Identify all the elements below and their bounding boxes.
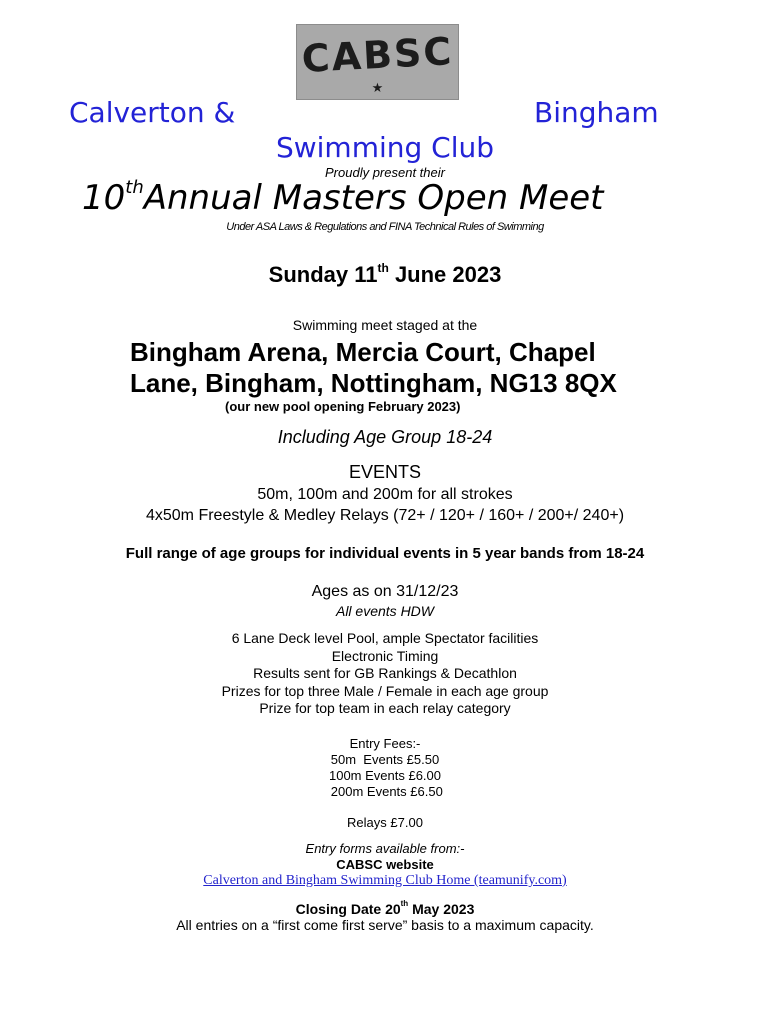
closing-ordinal: th	[400, 899, 409, 909]
meet-title	[82, 178, 603, 218]
club-name-line2: Swimming Club	[275, 131, 495, 164]
date-prefix: Sunday 11	[268, 262, 378, 287]
fee-item: 50m Events £5.50	[330, 752, 440, 767]
club-website-link[interactable]: Calverton and Bingham Swimming Club Home (teamunify.com)	[203, 873, 567, 888]
club-name-right: Bingham	[534, 96, 659, 129]
club-link-row	[0, 873, 770, 889]
proudly-present: Proudly present their	[325, 165, 445, 180]
ages-as-on: Ages as on 31/12/23	[311, 583, 459, 600]
age-group-note: Including Age Group 18-24	[277, 427, 493, 447]
fee-item: 100m Events £6.00	[328, 768, 442, 783]
closing-date	[0, 901, 770, 917]
pool-note: (our new pool opening February 2023)	[225, 399, 461, 414]
venue-line-1: Bingham Arena, Mercia Court, Chapel	[130, 337, 596, 367]
hdw-note: All events HDW	[335, 603, 435, 619]
star-icon: ★	[371, 80, 384, 95]
date-rest: June 2023	[388, 262, 502, 287]
events-line-2: 4x50m Freestyle & Medley Relays (72+ / 120+ / 160+ / 200+/ 240+)	[145, 507, 625, 524]
fees-heading: Entry Fees:-	[349, 736, 421, 751]
facility-item: Results sent for GB Rankings & Decathlon	[253, 665, 517, 681]
club-name-left: Calverton &	[69, 96, 236, 129]
fee-item: 200m Events £6.50	[327, 784, 443, 799]
facility-item: Electronic Timing	[331, 647, 439, 664]
date-ordinal: th	[377, 260, 389, 275]
closing-prefix: Closing Date 20	[295, 901, 401, 917]
closing-rest: May 2023	[408, 901, 475, 917]
facility-item: Prize for top team in each relay category	[259, 700, 511, 716]
age-bands-note: Full range of age groups for individual events in 5 year bands from 18-24	[125, 545, 645, 562]
title-number: 10	[82, 178, 126, 218]
title-text: Annual Masters Open Meet	[143, 178, 604, 218]
events-heading: EVENTS	[348, 462, 422, 482]
logo-wordmark: CABSC	[300, 29, 455, 81]
venue-line-2: Lane, Bingham, Nottingham, NG13 8QX	[130, 368, 617, 398]
entry-fees	[0, 736, 770, 800]
entry-forms-note: Entry forms available from:-	[305, 841, 465, 856]
title-ordinal: th	[125, 176, 144, 198]
staged-text: Swimming meet staged at the	[292, 317, 478, 333]
venue-address	[130, 337, 617, 399]
facility-item: Prizes for top three Male / Female in each age group	[221, 682, 549, 699]
facility-item: 6 Lane Deck level Pool, ample Spectator facilities	[231, 630, 539, 646]
rules-note: Under ASA Laws & Regulations and FINA Technical Rules of Swimming	[226, 221, 544, 233]
meet-date	[0, 262, 770, 288]
club-logo	[296, 24, 459, 100]
website-label: CABSC website	[336, 857, 434, 872]
relay-fee: Relays £7.00	[347, 815, 423, 830]
capacity-note: All entries on a “first come first serve” basis to a maximum capacity.	[176, 917, 594, 933]
facilities-list	[0, 630, 770, 718]
events-line-1: 50m, 100m and 200m for all strokes	[257, 486, 513, 503]
